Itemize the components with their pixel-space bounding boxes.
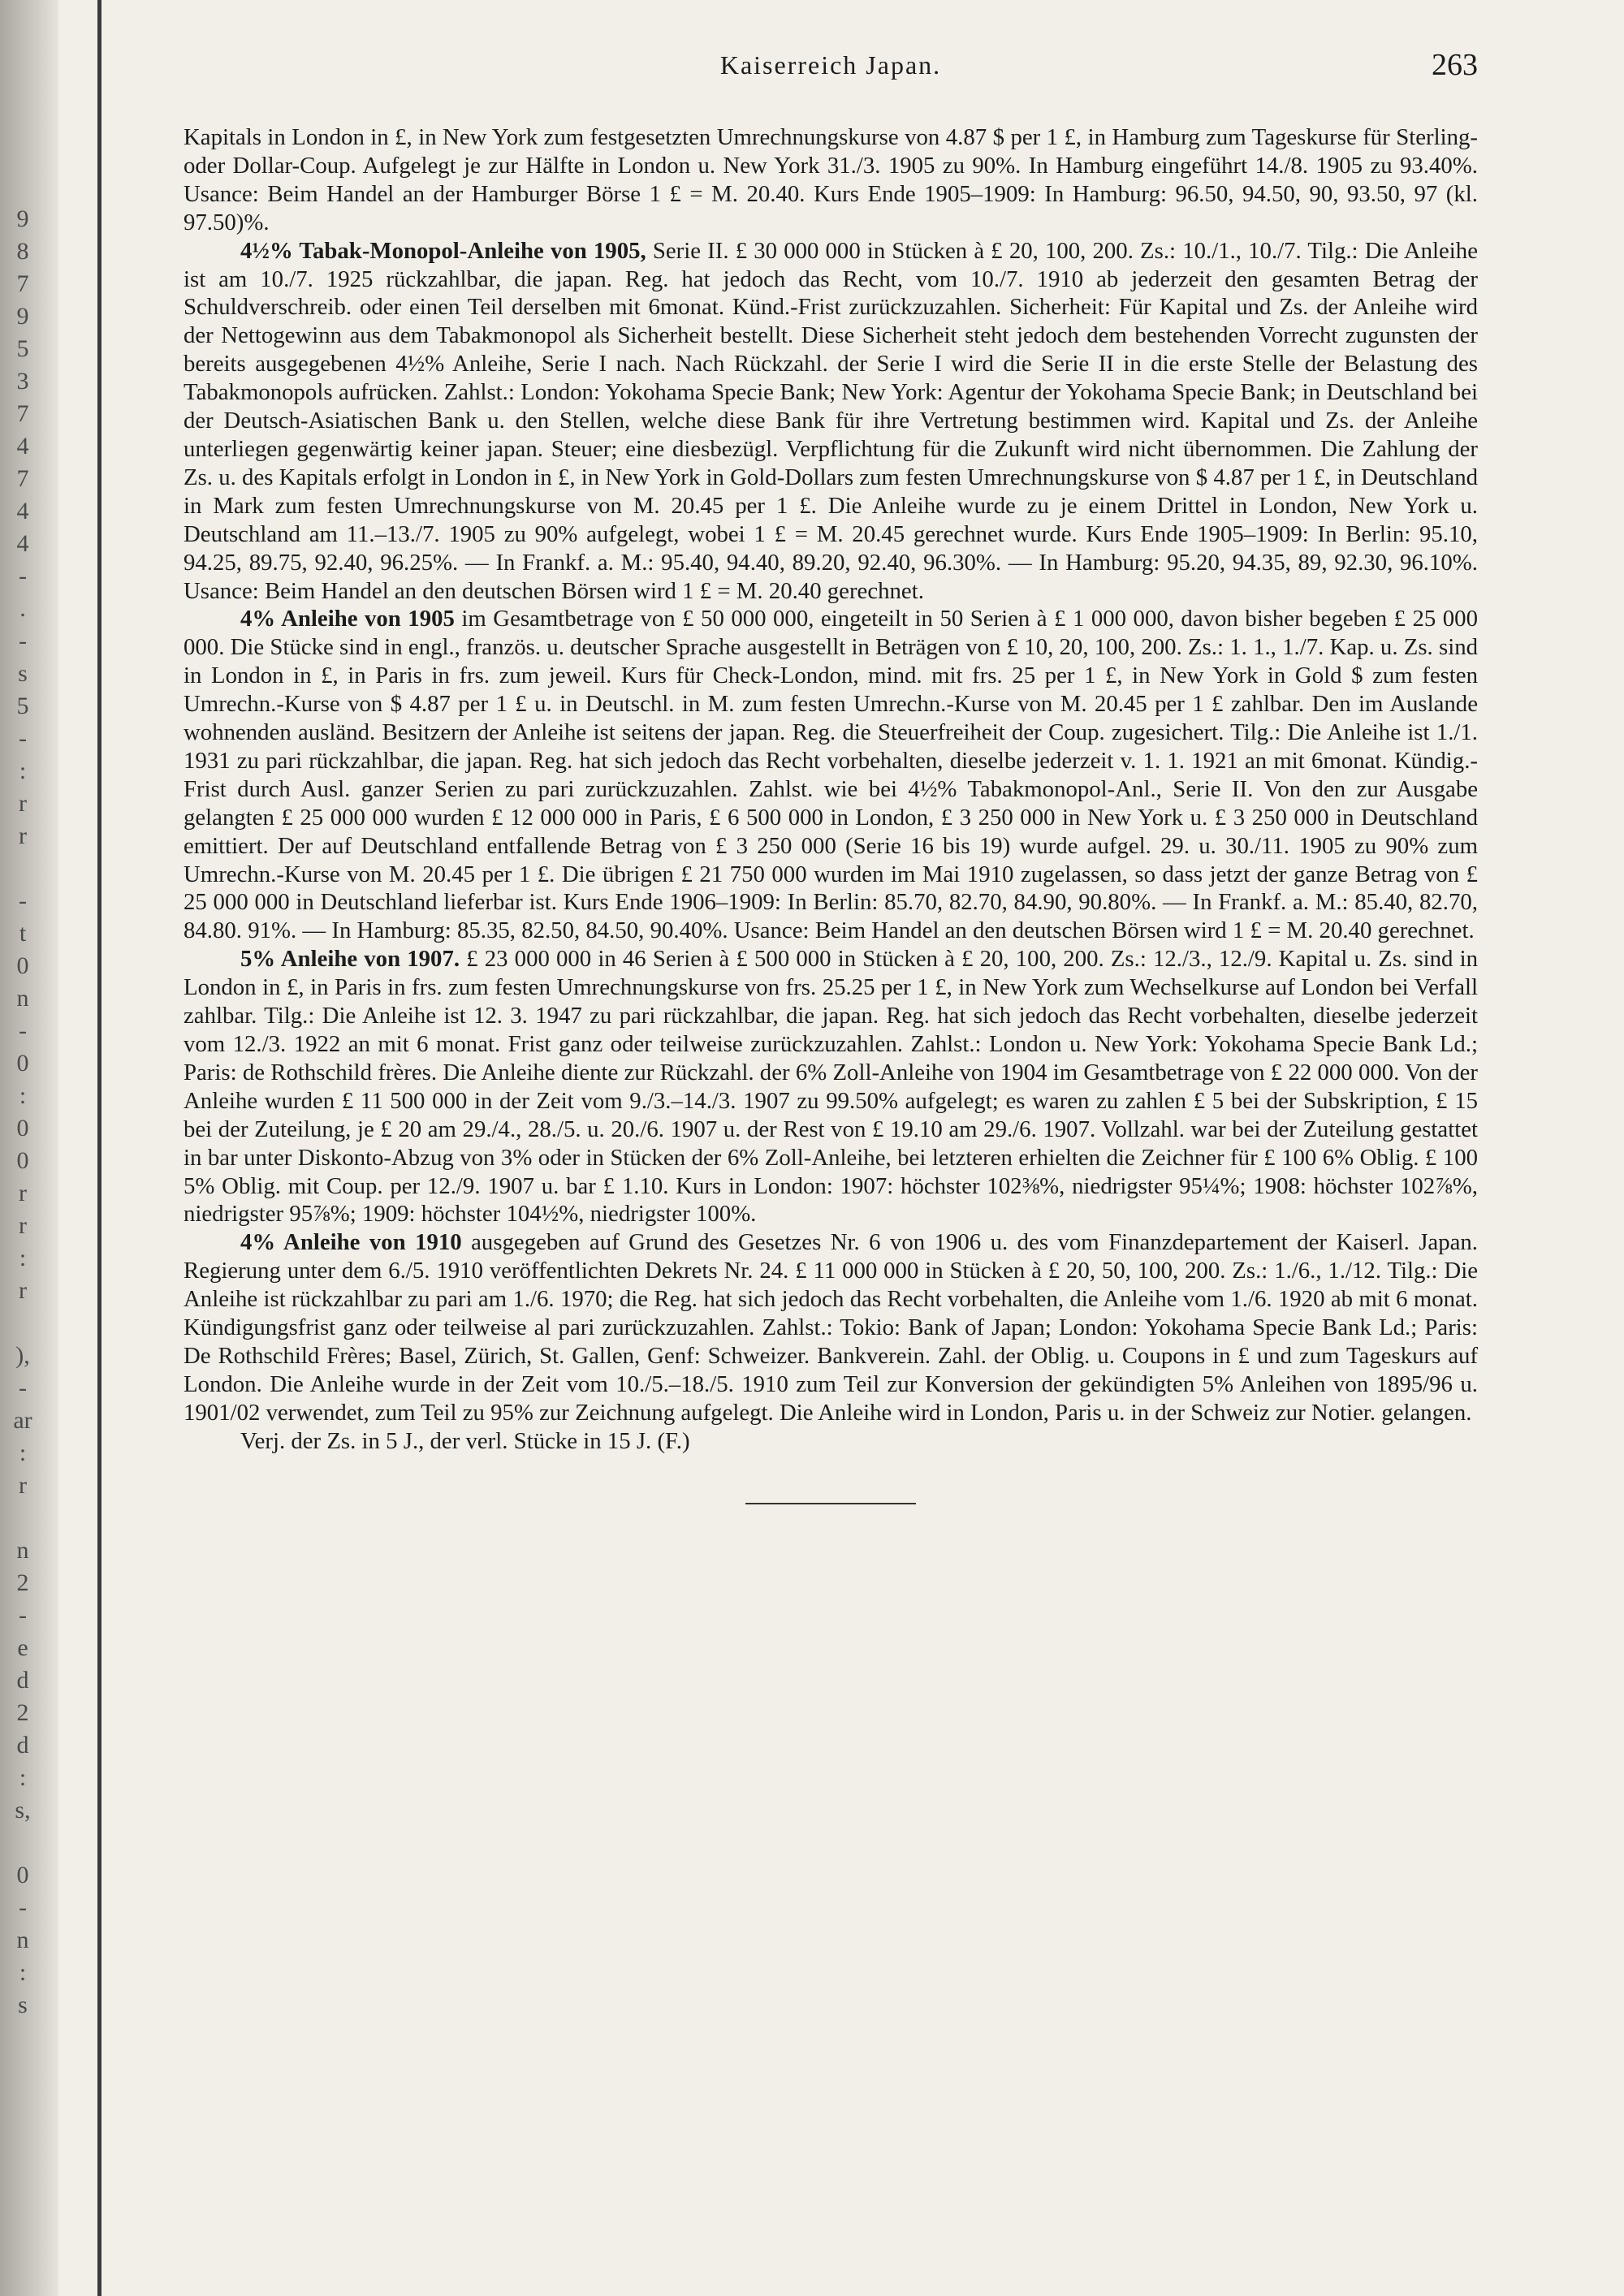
section-heading: 4½% Tabak-Monopol-Anleihe von 1905,: [240, 237, 646, 264]
margin-fragment: r: [19, 1277, 27, 1304]
margin-fragment: ar: [13, 1407, 32, 1434]
margin-fragment: 9: [16, 205, 29, 232]
margin-fragment: :: [19, 1439, 27, 1466]
paragraph-text: £ 23 000 000 in 46 Serien à £ 500 000 in Stücken à £ 20, 100, 200. Zs.: 12./3., 12./9. Kapital u. Zs. sind in London in £, in Paris in frs. zum festen Umrechnungskurse von frs. 25.25 per 1 £, in New York zum Wechselkurse auf London bei Verfall zahlbar. Tilg.: Die Anleihe ist 12. 3. 1947 zu pari rückzahlbar, die japan. Reg. hat sich jedoch das Recht vorbehalten, dieselbe jederzeit vom 12./3. 1922 an mit 6 monat. Frist ganz oder teilweise zurückzuzahlen. Zahlst.: London u. New York: Yokohama Specie Bank Ld.; Paris: de Rothschild frères. Die Anleihe diente zur Rückzahl. der 6% Zoll-Anleihe von 1904 im Gesamtbetrage von £ 22 000 000. Von der Anleihe wurden £ 11 500 000 in der Zeit vom 9./3.–14./3. 1907 zu 99.50% aufgelegt; es waren zu zahlen £ 5 bei der Subskription, £ 15 bei der Zuteilung, je £ 20 am 29./4., 28./5. u. 20./6. 1907 u. der Rest von £ 19.10 am 29./6. 1907. Vollzahl. war bei der Zuteilung gestattet in bar unter Diskonto-Abzug von 3% oder in Stücken der 6% Zoll-Anleihe, bei letzteren erhielten die Zeichner für £ 100 6% Oblig. £ 100 5% Oblig. mit Coup. per 12./9. 1907 u. bar £ 1.10. Kurs in London: 1907: höchster 102⅜%, niedrigster 95¼%; 1908: höchster 102⅞%, niedrigster 95⅞%; 1909: höchster 104½%, niedrigster 100%.: [184, 946, 1478, 1228]
margin-fragment: 9: [16, 303, 29, 330]
margin-fragment: -: [19, 563, 27, 589]
paragraph-anleihe-1905: [184, 605, 1478, 945]
margin-fragment: 0: [16, 1050, 29, 1077]
margin-fragment: [0, 852, 45, 885]
paragraph-anleihe-1910: [184, 1228, 1478, 1426]
running-title: Kaiserreich Japan.: [719, 50, 942, 80]
paragraph-text: Serie II. £ 30 000 000 in Stücken à £ 20, 100, 200. Zs.: 10./1., 10./7. Tilg.: Die Anleihe ist am 10./7. 1925 rückzahlbar, die japan. Reg. hat jedoch das Recht, vom 10./7. 1910 ab jederzeit den gesamten Betrag der Schuldverschreib. oder einen Teil derselben mit 6monat. Künd.-Frist zurückzuzahlen. Sicherheit: Für Kapital und Zs. der Anleihe wird der Nettogewinn aus dem Tabakmonopol als Sicherheit bestellt. Diese Sicherheit steht jedoch dem bestehenden Vorrecht zugunsten der bereits ausgegebenen 4½% Anleihe, Serie I nach. Nach Rückzahl. der Serie I wird die Serie II in die erste Stelle der Belastung des Tabakmonopols aufrücken. Zahlst.: London: Yokohama Specie Bank; New York: Agentur der Yokohama Specie Bank; in Deutschland bei der Deutsch-Asiatischen Bank u. den Stellen, welche diese Bank für ihre Vertretung bestimmen wird. Kapital und Zs. der Anleihe unterliegen gegenwärtig keiner japan. Steuer; eine diesbezügl. Verpflichtung für die Zukunft wird nicht übernommen. Die Zahlung der Zs. u. des Kapitals erfolgt in London in £, in New York in Gold-Dollars zum festen Umrechnungskurse von $ 4.87 per 1 £, in Deutschland in Mark zum festen Umrechnungskurse von M. 20.45 per 1 £. Die Anleihe wurde zu je einem Drittel in London, New York u. Deutschland am 11.–13./7. 1905 zu 90% aufgelegt, wobei 1 £ = M. 20.45 gerechnet wurde. Kurs Ende 1905–1909: In Berlin: 95.10, 94.25, 89.75, 92.40, 96.25%. — In Frankf. a. M.: 95.40, 94.40, 89.20, 92.40, 96.30%. — In Hamburg: 95.20, 94.35, 89, 92.30, 96.10%. Usance: Beim Handel an den deutschen Börsen wird 1 £ = M. 20.40 gerechnet.: [184, 237, 1478, 604]
margin-fragment: :: [19, 1764, 27, 1791]
binding-gutter-line: [97, 0, 102, 2296]
margin-fragment: [0, 1307, 45, 1340]
margin-fragment: -: [19, 628, 27, 654]
margin-fragment: t: [19, 920, 27, 947]
margin-fragment: -: [19, 1602, 27, 1629]
page-content: [184, 42, 1478, 1504]
margin-fragment: [0, 1502, 45, 1534]
margin-fragment: 4: [16, 530, 29, 557]
margin-fragment: -: [19, 1017, 27, 1044]
margin-fragment: :: [19, 1082, 27, 1109]
margin-fragment: 5: [16, 693, 29, 719]
section-heading: 4% Anleihe von 1910: [240, 1229, 462, 1256]
margin-fragment: -: [19, 887, 27, 914]
margin-fragment: d: [16, 1732, 29, 1759]
margin-fragment: -: [19, 1375, 27, 1401]
paragraph-capital-continuation: [184, 123, 1478, 237]
margin-fragment: s: [18, 660, 28, 687]
margin-fragment: r: [19, 1180, 27, 1206]
margin-fragment: 7: [16, 400, 29, 427]
margin-fragment: [0, 1827, 45, 1859]
margin-fragment: r: [19, 822, 27, 849]
body-text: [184, 123, 1478, 1456]
paragraph-text: Kapitals in London in £, in New York zum festgesetzten Umrechnungskurse von 4.87 $ per 1 £, in Hamburg zum Tageskurse für Sterling- oder Dollar-Coup. Aufgelegt je zur Hälfte in London u. New York 31./3. 1905 zu 90%. In Hamburg eingeführt 14./8. 1905 zu 93.40%. Usance: Beim Handel an der Hamburger Börse 1 £ = M. 20.40. Kurs Ende 1905–1909: In Hamburg: 96.50, 94.50, 90, 93.50, 97 (kl. 97.50)%.: [184, 124, 1478, 235]
margin-fragment: s: [18, 1992, 28, 2018]
margin-fragment: n: [16, 985, 29, 1012]
section-heading: 5% Anleihe von 1907.: [240, 946, 460, 973]
margin-fragment: 0: [16, 1862, 29, 1888]
margin-fragment: 4: [16, 498, 29, 524]
margin-fragment: :: [19, 757, 27, 784]
margin-fragment: d: [16, 1667, 29, 1694]
paragraph-verjaehrung: [184, 1427, 1478, 1456]
margin-fragment: 5: [16, 335, 29, 362]
margin-fragment: -: [19, 1894, 27, 1921]
margin-fragment: 2: [16, 1699, 29, 1726]
margin-fragment: ),: [15, 1342, 30, 1369]
margin-fragment: :: [19, 1245, 27, 1271]
margin-fragment: r: [19, 1212, 27, 1239]
margin-fragment: 2: [16, 1569, 29, 1596]
margin-fragment: n: [16, 1537, 29, 1564]
margin-fragment: s,: [15, 1797, 31, 1823]
section-heading: 4% Anleihe von 1905: [240, 606, 455, 632]
margin-fragment: -: [19, 725, 27, 752]
paragraph-anleihe-1907: [184, 945, 1478, 1228]
paragraph-tabak-monopol-anleihe-1905: [184, 237, 1478, 606]
facing-page-margin-fragments: [0, 203, 45, 2022]
margin-fragment: .: [19, 595, 26, 622]
margin-fragment: e: [17, 1634, 28, 1661]
margin-fragment: 8: [16, 238, 29, 265]
margin-fragment: :: [19, 1959, 27, 1986]
margin-fragment: 0: [16, 1147, 29, 1174]
paragraph-text: ausgegeben auf Grund des Gesetzes Nr. 6 von 1906 u. des vom Finanzdepartement der Kaiserl. Japan. Regierung unter dem 6./5. 1910 veröffentlichten Dekrets Nr. 24. £ 11 000 000 in Stücken à £ 20, 50, 100, 200. Zs.: 1./6., 1./12. Tilg.: Die Anleihe ist rückzahlbar zu pari am 1./6. 1970; die Reg. hat sich jedoch das Recht vorbehalten, die Anleihe vom 1./6. 1920 ab mit 6 monat. Kündigungsfrist ganz oder teilweise al pari zurückzuzahlen. Zahlst.: Tokio: Bank of Japan; London: Yokohama Specie Bank Ld.; Paris: De Rothschild Frères; Basel, Zürich, St. Gallen, Genf: Schweizer. Bankverein. Zahl. der Oblig. u. Coupons in £ und zum Tageskurs auf London. Die Anleihe wurde in der Zeit vom 10./5.–18./5. 1910 zum Teil zur Konversion der gekündigten 5% Anleihen von 1895/96 u. 1901/02 verwendet, zum Teil zu 95% zur Zeichnung aufgelegt. Die Anleihe wird in London, Paris u. in der Schweiz zur Notier. gelangen.: [184, 1229, 1478, 1426]
margin-fragment: 0: [16, 1115, 29, 1142]
margin-fragment: r: [19, 790, 27, 817]
margin-fragment: 0: [16, 952, 29, 979]
margin-fragment: 7: [16, 270, 29, 297]
end-rule: [745, 1503, 916, 1504]
paragraph-text: Verj. der Zs. in 5 J., der verl. Stücke in 15 J. (F.): [240, 1427, 690, 1454]
paragraph-text: im Gesamtbetrage von £ 50 000 000, eingeteilt in 50 Serien à £ 1 000 000, davon bisher begeben £ 25 000 000. Die Stücke sind in engl., französ. u. deutscher Sprache ausgestellt in Beträgen von £ 10, 20, 100, 200. Zs.: 1. 1., 1./7. Kap. u. Zs. sind in London in £, in Paris in frs. zum jeweil. Kurs für Check-London, mind. mit frs. 25 per 1 £, in New York in Gold $ zum festen Umrechn.-Kurse von $ 4.87 per 1 £ u. in Deutschl. in M. zum festen Umrechn.-Kurse von M. 20.45 per 1 £ zahlbar. Den im Auslande wohnenden ausländ. Besitzern der Anleihe ist seitens der japan. Reg. die Steuerfreiheit der Coup. zugesichert. Tilg.: Die Anleihe ist 1./1. 1931 zu pari rückzahlbar, die japan. Reg. hat sich jedoch das Recht vorbehalten, dieselbe jederzeit v. 1. 1. 1921 an mit 6monat. Kündig.-Frist durch Ausl. ganzer Serien zu pari zurückzuzahlen. Zahlst. wie bei 4½% Tabakmonopol-Anl., Serie II. Von den zur Ausgabe gelangten £ 25 000 000 wurden £ 12 000 000 in Paris, £ 6 500 000 in London, £ 3 250 000 in New York u. £ 3 250 000 in Deutschland emittiert. Der auf Deutschland entfallende Betrag von £ 3 250 000 (Serie 16 bis 19) wurde aufgel. 29. u. 30./11. 1905 zu 90% zum Umrechn.-Kurse von M. 20.45 per 1 £. Die übrigen £ 21 750 000 wurden im Mai 1910 zugelassen, so dass jetzt der ganze Betrag von £ 25 000 000 in Deutschland lieferbar ist. Kurs Ende 1906–1909: In Berlin: 85.70, 82.70, 84.90, 90.80%. — In Frankf. a. M.: 85.40, 82.70, 84.80. 91%. — In Hamburg: 85.35, 82.50, 84.50, 90.40%. Usance: Beim Handel an den deutschen Börsen wird 1 £ = M. 20.40 gerechnet.: [184, 606, 1478, 944]
margin-fragment: 4: [16, 433, 29, 460]
margin-fragment: 3: [16, 368, 29, 395]
page-number: 263: [1432, 48, 1478, 82]
margin-fragment: n: [16, 1927, 29, 1953]
margin-fragment: 7: [16, 465, 29, 492]
margin-fragment: r: [19, 1472, 27, 1499]
running-header: [184, 42, 1478, 88]
